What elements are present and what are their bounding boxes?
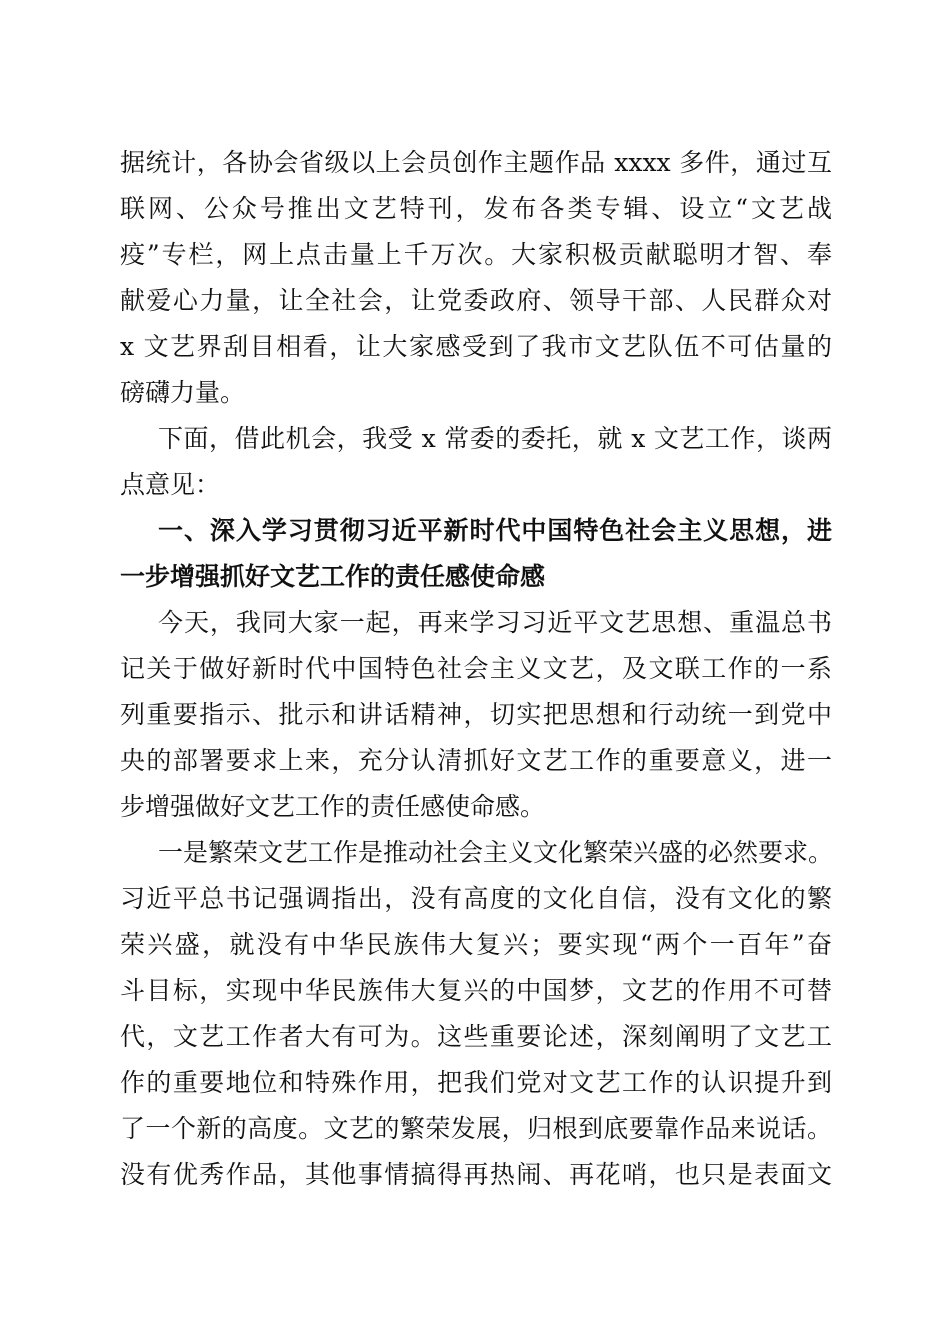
text-line: 斗目标，实现中华民族伟大复兴的中国梦，文艺的作用不可替 — [120, 976, 832, 1005]
text-line: x 文艺界刮目相看，让大家感受到了我市文艺队伍不可估量的 — [120, 332, 832, 361]
text-line: 疫”专栏，网上点击量上千万次。大家积极贡献聪明才智、奉 — [120, 240, 832, 269]
text-line: 据统计，各协会省级以上会员创作主题作品 xxxx 多件，通过互 — [120, 148, 832, 177]
text-line: 一是繁荣文艺工作是推动社会主义文化繁荣兴盛的必然要求。 — [158, 838, 834, 867]
heading-line: 一、深入学习贯彻习近平新时代中国特色社会主义思想，进 — [158, 516, 832, 545]
text-line: 荣兴盛，就没有中华民族伟大复兴；要实现“两个一百年”奋 — [120, 930, 832, 959]
text-line: 没有优秀作品，其他事情搞得再热闹、再花哨，也只是表面文 — [120, 1160, 832, 1189]
text-line: 磅礴力量。 — [120, 378, 246, 407]
text-line: 列重要指示、批示和讲话精神，切实把思想和行动统一到党中 — [120, 700, 832, 729]
text-line: 献爱心力量，让全社会，让党委政府、领导干部、人民群众对 — [120, 286, 832, 315]
text-line: 央的部署要求上来，充分认清抓好文艺工作的重要意义，进一 — [120, 746, 832, 775]
text-line: 代，文艺工作者大有可为。这些重要论述，深刻阐明了文艺工 — [120, 1022, 832, 1051]
text-line: 今天，我同大家一起，再来学习习近平文艺思想、重温总书 — [158, 608, 832, 637]
text-line: 联网、公众号推出文艺特刊，发布各类专辑、设立“文艺战 — [120, 194, 832, 223]
text-line: 作的重要地位和特殊作用，把我们党对文艺工作的认识提升到 — [120, 1068, 832, 1097]
heading-line: 一步增强抓好文艺工作的责任感使命感 — [120, 562, 546, 591]
text-line: 了一个新的高度。文艺的繁荣发展，归根到底要靠作品来说话。 — [120, 1114, 832, 1143]
text-line: 记关于做好新时代中国特色社会主义文艺，及文联工作的一系 — [120, 654, 832, 683]
text-line: 下面，借此机会，我受 x 常委的委托，就 x 文艺工作，谈两 — [158, 424, 832, 453]
text-line: 点意见： — [120, 470, 221, 499]
text-line: 习近平总书记强调指出，没有高度的文化自信，没有文化的繁 — [120, 884, 832, 913]
text-line: 步增强做好文艺工作的责任感使命感。 — [120, 792, 546, 821]
